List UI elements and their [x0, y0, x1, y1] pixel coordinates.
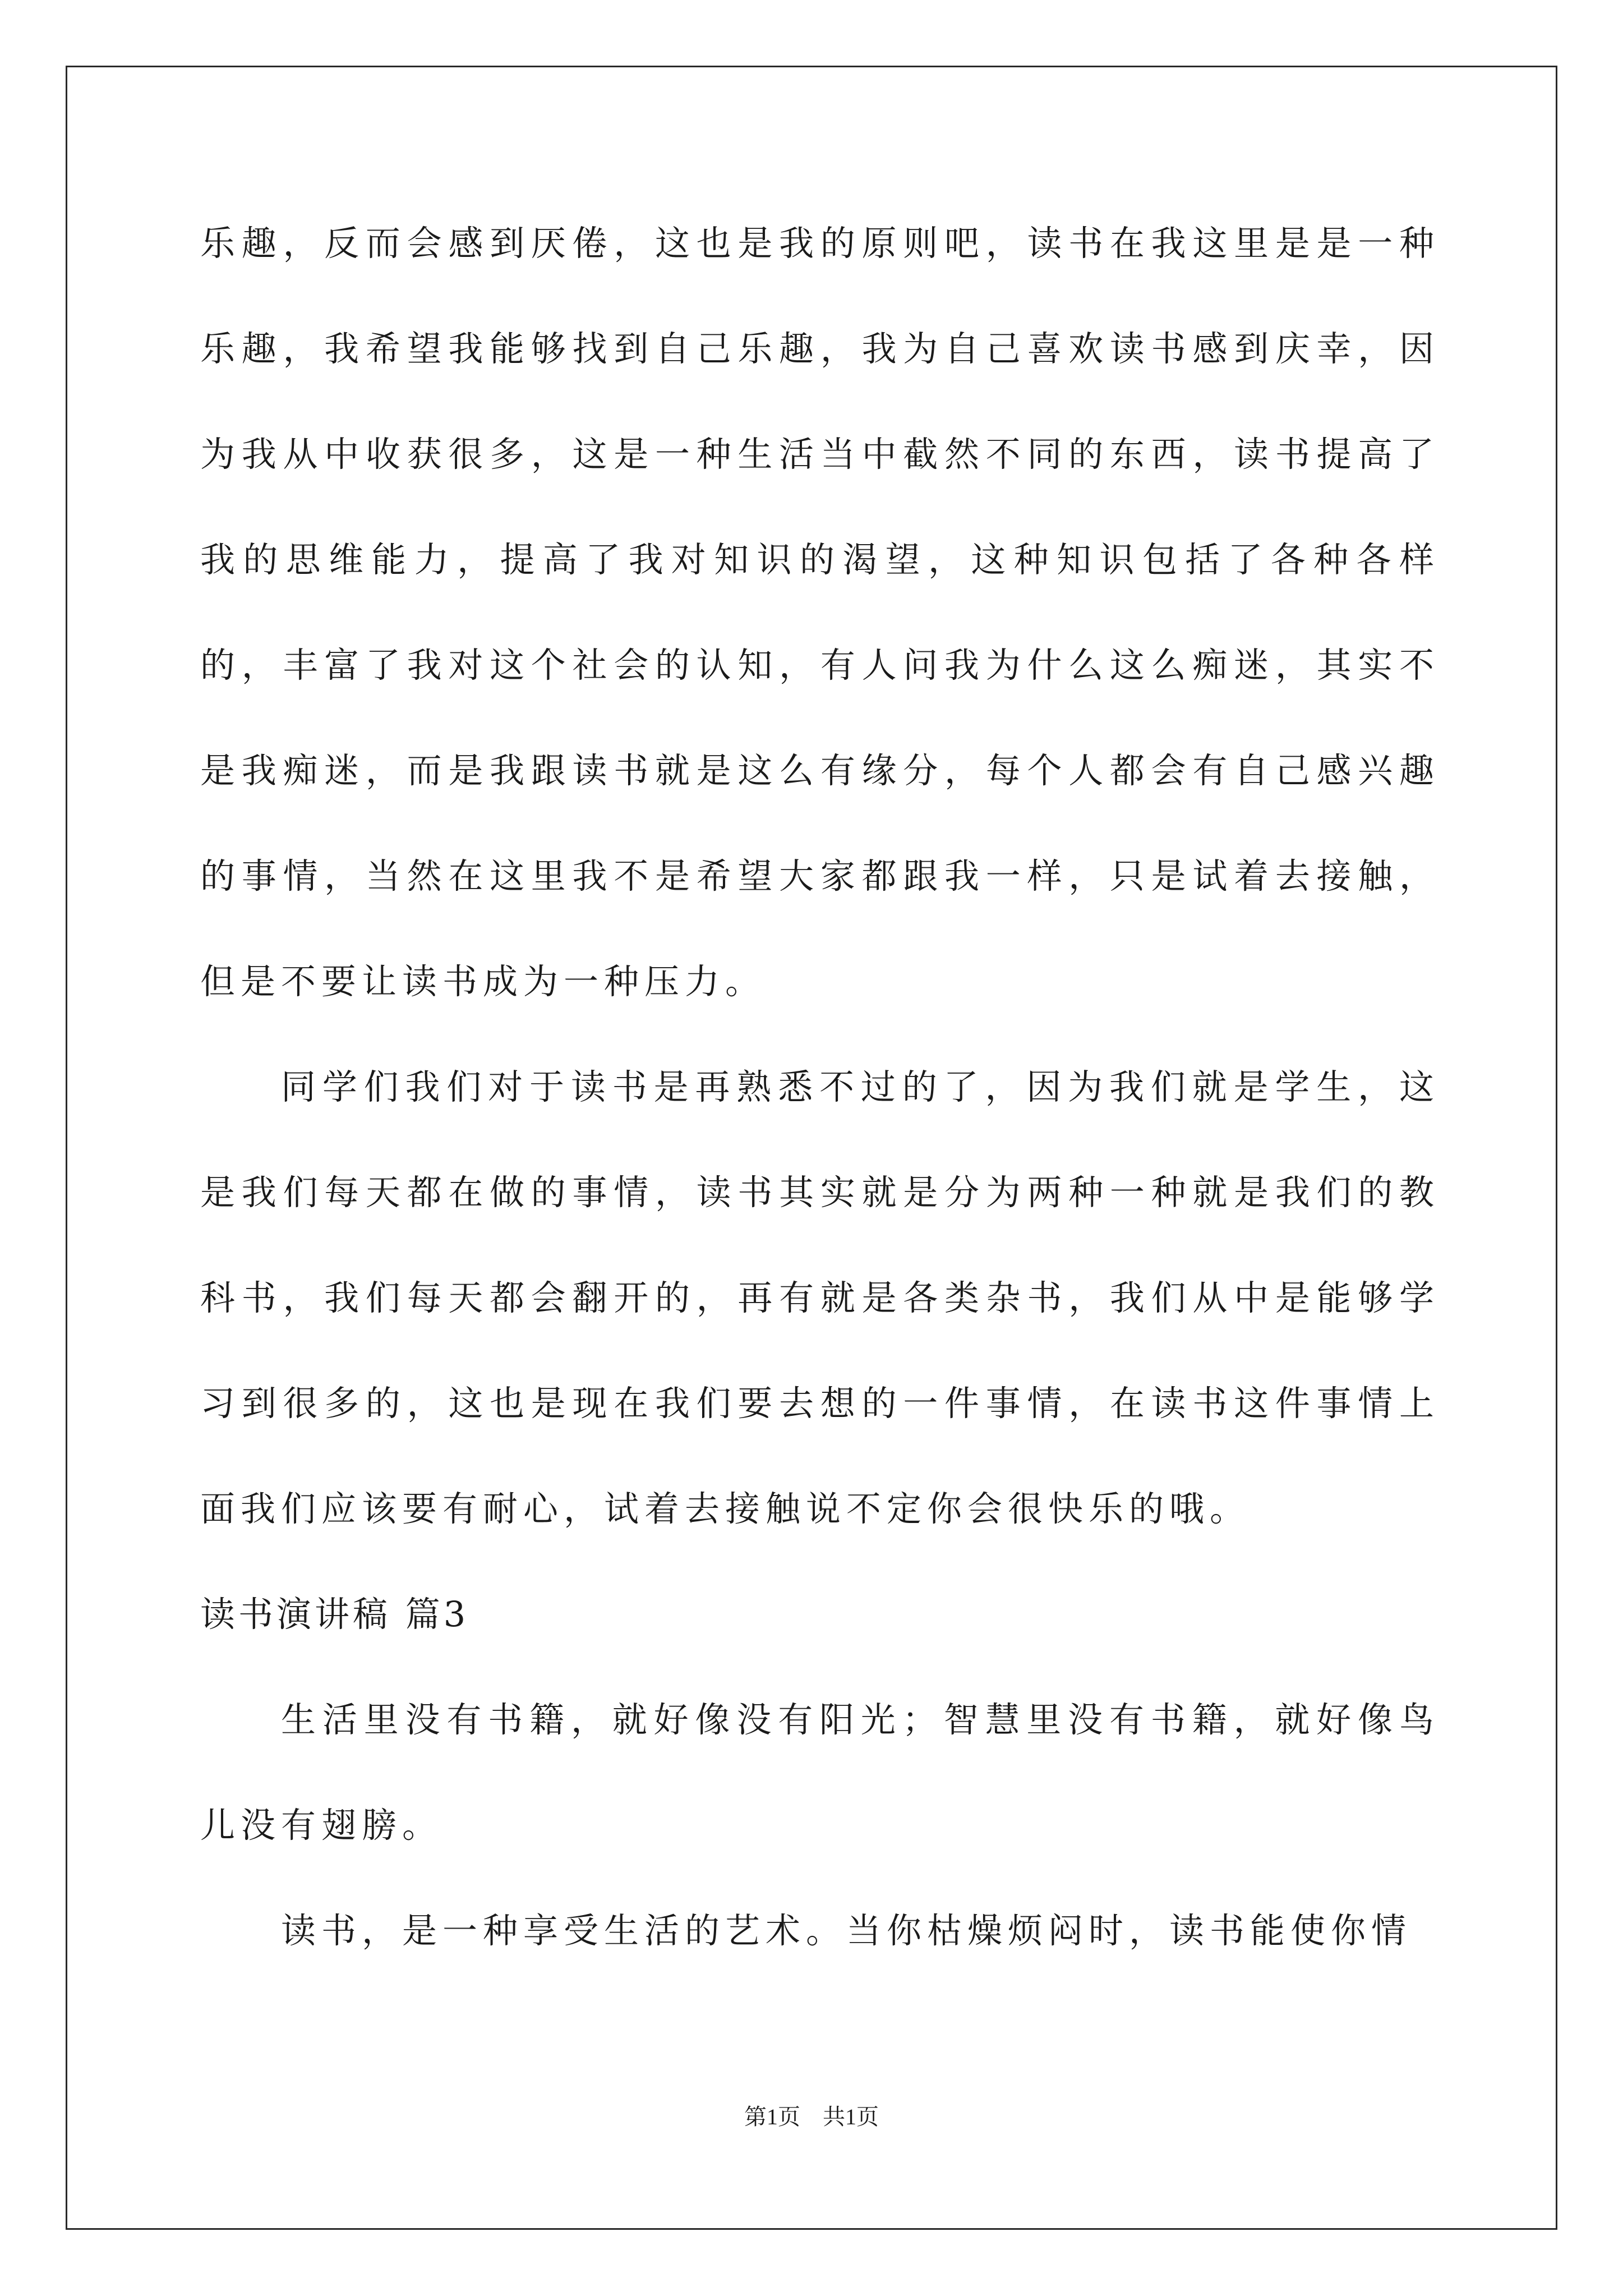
page-footer: 第1页 共1页: [744, 2104, 879, 2129]
body-paragraph-2: 同学们我们对于读书是再熟悉不过的了，因为我们就是学生，这是我们每天都在做的事情，读书其实就是分为两种一种就是我们的教科书，我们每天都会翻开的，再有就是各类杂书，我们从中是能够学习到很多的，这也是现在我们要去想的一件事情，在读书这件事情上面我们应该要有耐心，试着去接触说不定你会很快乐的哦。: [200, 1066, 1440, 1529]
section-paragraph-1: 生活里没有书籍，就好像没有阳光；智慧里没有书籍，就好像鸟儿没有翅膀。: [200, 1699, 1440, 1846]
section-paragraph-2: 读书，是一种享受生活的艺术。当你枯燥烦闷时，读书能使你情: [281, 1910, 1412, 1951]
section-heading: 读书演讲稿 篇3: [200, 1594, 469, 1635]
document-body: [200, 191, 1440, 1984]
body-paragraph-1: 乐趣，反而会感到厌倦，这也是我的原则吧，读书在我这里是是一种乐趣，我希望我能够找到自己乐趣，我为自己喜欢读书感到庆幸，因为我从中收获很多，这是一种生活当中截然不同的东西，读书提高了我的思维能力，提高了我对知识的渴望，这种知识包括了各种各样的，丰富了我对这个社会的认知，有人问我为什么这么痴迷，其实不是我痴迷，而是我跟读书就是这么有缘分，每个人都会有自己感兴趣的事情，当然在这里我不是希望大家都跟我一样，只是试着去接触，但是不要让读书成为一种压力。: [200, 223, 1440, 1002]
